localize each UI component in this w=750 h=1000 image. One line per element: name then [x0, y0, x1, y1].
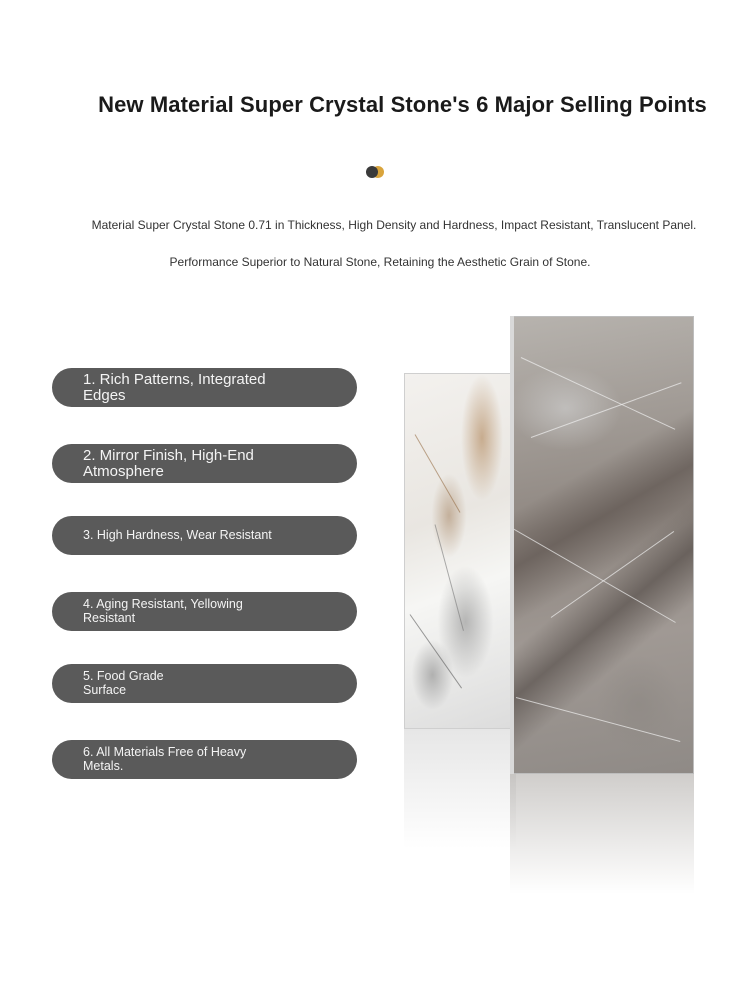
selling-point-5 — [52, 664, 357, 703]
selling-point-4 — [52, 592, 357, 631]
grey-slab-reflection — [510, 774, 694, 894]
slab-vein — [551, 531, 674, 618]
selling-point-label: 2. Mirror Finish, High-End Atmosphere — [83, 446, 254, 480]
slab-vein — [435, 524, 464, 631]
selling-point-2 — [52, 444, 357, 483]
grey-marble-slab-image — [510, 316, 694, 774]
selling-point-label: 3. High Hardness, Wear Resistant — [83, 527, 272, 542]
decorative-dots — [366, 166, 386, 178]
subtitle-line-2: Performance Superior to Natural Stone, Retaining the Aesthetic Grain of Stone. — [169, 255, 591, 269]
slab-vein — [415, 434, 461, 512]
selling-point-3 — [52, 516, 357, 555]
subtitle-line-1: Material Super Crystal Stone 0.71 in Thickness, High Density and Hardness, Impact Resistant, Translucent Panel. — [91, 218, 697, 232]
grey-slab-edge — [510, 316, 514, 774]
slab-vein — [531, 382, 682, 438]
selling-point-label: 4. Aging Resistant, Yellowing Resistant — [83, 597, 243, 625]
selling-point-label: 1. Rich Patterns, Integrated Edges — [83, 370, 266, 404]
selling-point-label: 6. All Materials Free of Heavy Metals. — [83, 745, 247, 773]
selling-point-1 — [52, 368, 357, 407]
selling-point-label: 5. Food Grade Surface — [83, 669, 164, 697]
slab-vein — [516, 697, 680, 742]
slab-vein — [511, 527, 676, 623]
page-title: New Material Super Crystal Stone's 6 Major Selling Points — [98, 92, 707, 117]
slab-vein — [410, 614, 462, 688]
white-marble-slab-image — [404, 373, 516, 729]
dark-dot-icon — [366, 166, 378, 178]
white-slab-reflection — [404, 729, 516, 849]
selling-point-6 — [52, 740, 357, 779]
